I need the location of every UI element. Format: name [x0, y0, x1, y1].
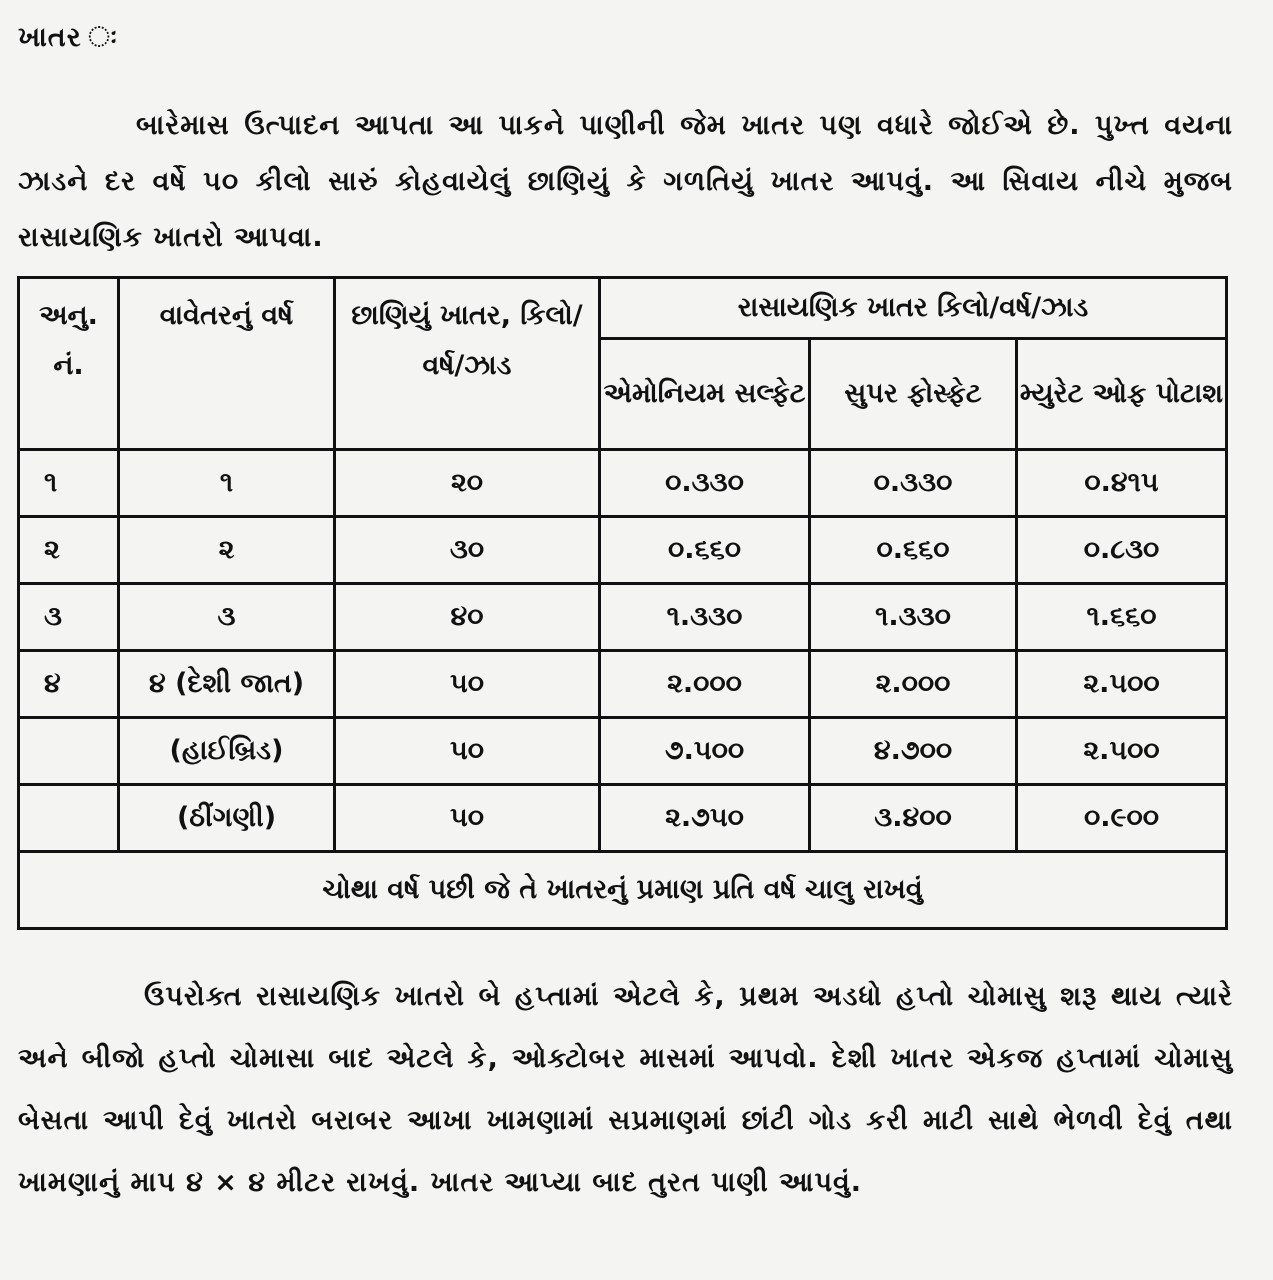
cell-manure: ૪૦ — [335, 584, 600, 651]
header-muriate-of-potash: મ્યુરેટ ઓફ પોટાશ — [1017, 339, 1227, 450]
cell-ammonium: ૨.૦૦૦ — [600, 651, 810, 718]
table-footer-row — [19, 852, 1227, 929]
cell-serial: ૨ — [19, 517, 119, 584]
header-serial: અનુ. નં. — [19, 278, 119, 450]
cell-year: ૪ (દેશી જાત) — [119, 651, 335, 718]
table-footer-note: ચોથા વર્ષ પછી જે તે ખાતરનું પ્રમાણ પ્રતિ વર્ષ ચાલુ રાખવું — [19, 852, 1227, 929]
cell-year: ૨ — [119, 517, 335, 584]
cell-potash: ૦.૮૩૦ — [1017, 517, 1227, 584]
cell-super: ૪.૭૦૦ — [810, 718, 1017, 785]
cell-year: ૧ — [119, 450, 335, 517]
cell-manure: ૫૦ — [335, 718, 600, 785]
cell-manure: ૨૦ — [335, 450, 600, 517]
closing-paragraph: ઉપરોક્ત રાસાયણિક ખાતરો બે હપ્તામાં એટલે કે, પ્રથમ અડધો હપ્તો ચોમાસુ શરૂ થાય ત્યારે અને બીજો હપ્તો ચોમાસા બાદ એટલે કે, ઓક્ટોબર માસમાં આપવો. દેશી ખાતર એકજ હપ્તામાં ચોમાસુ બેસતા આપી દેવું ખાતરો બરાબર આખા ખામણામાં સપ્રમાણમાં છાંટી ગોડ કરી માટી સાથે ભેળવી દેવું તથા ખામણાનું માપ ૪ × ૪ મીટર રાખવું. ખાતર આપ્યા બાદ તુરત પાણી આપવું. — [18, 981, 1233, 1198]
header-manure: છાણિયું ખાતર, કિલો/વર્ષ/ઝાડ — [335, 278, 600, 450]
cell-serial — [19, 718, 119, 785]
cell-manure: ૫૦ — [335, 651, 600, 718]
cell-serial — [19, 785, 119, 852]
table-row — [19, 517, 1227, 584]
table-row — [19, 718, 1227, 785]
table-row — [19, 450, 1227, 517]
cell-potash: ૨.૫૦૦ — [1017, 651, 1227, 718]
cell-ammonium: ૧.૩૩૦ — [600, 584, 810, 651]
fertilizer-table — [17, 276, 1228, 930]
table-header-row — [19, 278, 1227, 339]
cell-serial: ૪ — [19, 651, 119, 718]
cell-year: ૩ — [119, 584, 335, 651]
cell-super: ૧.૩૩૦ — [810, 584, 1017, 651]
cell-super: ૩.૪૦૦ — [810, 785, 1017, 852]
cell-serial: ૩ — [19, 584, 119, 651]
header-ammonium-sulphate: એમોનિયમ સલ્ફેટ — [600, 339, 810, 450]
header-planting-year: વાવેતરનું વર્ષ — [119, 278, 335, 450]
cell-year: (હાઈબ્રિડ) — [119, 718, 335, 785]
cell-potash: ૧.૬૬૦ — [1017, 584, 1227, 651]
cell-potash: ૨.૫૦૦ — [1017, 718, 1227, 785]
cell-manure: ૩૦ — [335, 517, 600, 584]
header-chemical-group: રાસાયણિક ખાતર કિલો/વર્ષ/ઝાડ — [600, 278, 1227, 339]
cell-potash: ૦.૪૧૫ — [1017, 450, 1227, 517]
intro-paragraph: બારેમાસ ઉત્પાદન આપતા આ પાકને પાણીની જેમ ખાતર પણ વધારે જોઈએ છે. પુખ્ત વયના ઝાડને દર વર્ષે ૫૦ કીલો સારું કોહવાયેલું છાણિયું કે ગળતિયું ખાતર આપવું. આ સિવાય નીચે મુજબ રાસાયણિક ખાતરો આપવા. — [18, 110, 1233, 253]
cell-year: (ઠીંગણી) — [119, 785, 335, 852]
table-row — [19, 651, 1227, 718]
cell-potash: ૦.૯૦૦ — [1017, 785, 1227, 852]
section-heading: ખાતર ઃ — [18, 22, 119, 53]
cell-ammonium: ૨.૭૫૦ — [600, 785, 810, 852]
cell-manure: ૫૦ — [335, 785, 600, 852]
cell-super: ૦.૩૩૦ — [810, 450, 1017, 517]
table-row — [19, 785, 1227, 852]
header-super-phosphate: સુપર ફોસ્ફેટ — [810, 339, 1017, 450]
table-row — [19, 584, 1227, 651]
cell-serial: ૧ — [19, 450, 119, 517]
cell-ammonium: ૦.૬૬૦ — [600, 517, 810, 584]
cell-ammonium: ૦.૩૩૦ — [600, 450, 810, 517]
cell-ammonium: ૭.૫૦૦ — [600, 718, 810, 785]
cell-super: ૨.૦૦૦ — [810, 651, 1017, 718]
cell-super: ૦.૬૬૦ — [810, 517, 1017, 584]
